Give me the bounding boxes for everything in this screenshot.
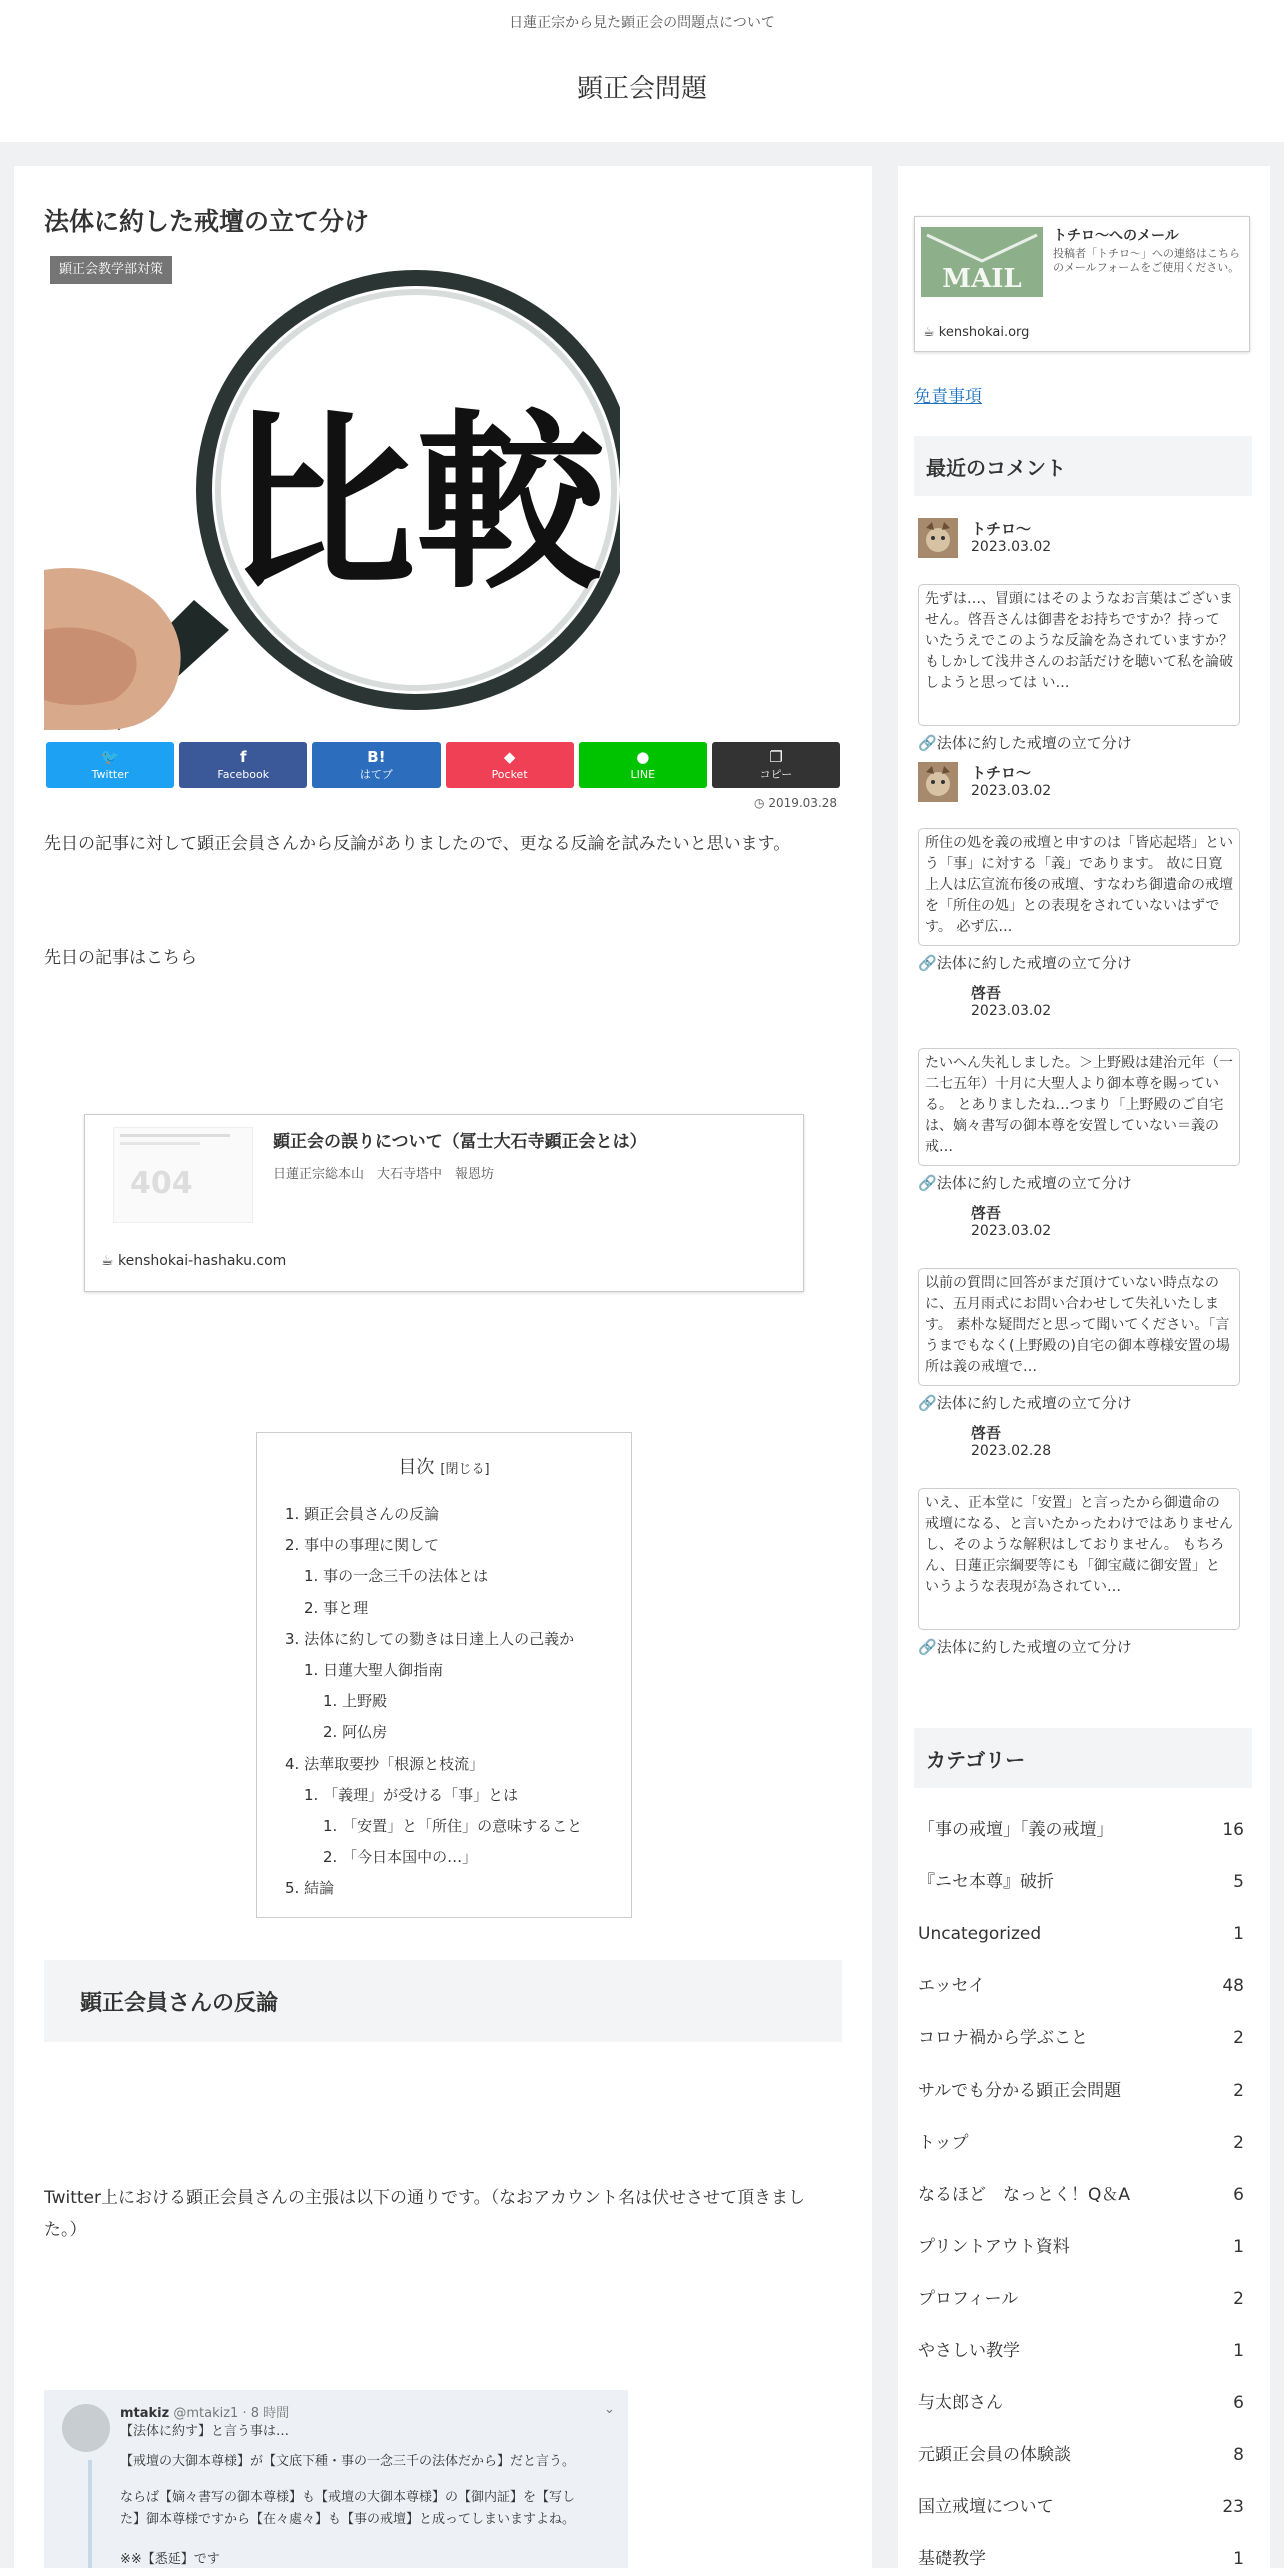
- favicon-icon: ☕: [923, 325, 935, 340]
- category-item[interactable]: [918, 2273, 1244, 2325]
- category-item[interactable]: [918, 1856, 1244, 1908]
- comment-excerpt: 所住の処を義の戒壇と申すのは「皆応起塔」という「事」に対する「義」であります。 故に日寛上人は広宣流布後の戒壇、すなわち御遺命の戒壇を「所住の処」との表現をされていないはずです。 必ず広…: [918, 828, 1240, 946]
- tweet-username: mtakiz: [120, 2406, 170, 2421]
- category-count: 2: [1233, 2132, 1244, 2153]
- tweet-text-line: 【法体に約す】と言う事は…: [120, 2424, 290, 2439]
- comment-date: 2023.03.02: [971, 783, 1052, 799]
- avatar[interactable]: [62, 2404, 110, 2452]
- comment-date: 2023.03.02: [971, 1003, 1052, 1019]
- comment-author[interactable]: 啓吾: [971, 984, 1002, 1002]
- share-button-5[interactable]: [712, 742, 840, 788]
- tweet-text-line: ならば【嫡々書写の御本尊様】も【戒壇の大御本尊様】の【御内証】を【写し: [120, 2490, 576, 2505]
- site-title[interactable]: 顕正会問題: [576, 74, 707, 104]
- blogcard-description: 日蓮正宗総本山 大石寺塔中 報恩坊: [273, 1167, 495, 1182]
- toc-toggle[interactable]: [閉じる]: [440, 1462, 490, 1477]
- eyecatch-text: 比較: [225, 392, 607, 615]
- category-name: 与太郎さん: [918, 2393, 1003, 2414]
- comment-date: 2023.03.02: [971, 1223, 1052, 1239]
- blogcard-thumbnail: [113, 1127, 253, 1223]
- comment-date: 2023.03.02: [971, 539, 1052, 555]
- category-name: 『ニセ本尊』破折: [918, 1872, 1054, 1893]
- category-count: 6: [1233, 2393, 1244, 2414]
- favicon-icon: ☕: [101, 1253, 114, 1269]
- comment-excerpt: 以前の質問に回答がまだ頂けていない時点なのに、五月雨式にお問い合わせして失礼いたします。 素朴な疑問だと思って聞いてください。「言うまでもなく(上野殿の)自宅の御本尊様安置の場所は義の戒壇で…: [918, 1268, 1240, 1386]
- comment-post-link[interactable]: 🔗法体に約した戒壇の立て分け: [918, 1174, 1132, 1192]
- embedded-tweet[interactable]: [44, 2390, 628, 2568]
- category-count: 1: [1233, 2236, 1244, 2257]
- share-button-1[interactable]: [179, 742, 307, 788]
- mail-envelope-icon: [921, 227, 1043, 297]
- category-name: コロナ禍から学ぶこと: [918, 2028, 1088, 2049]
- category-item[interactable]: [918, 2429, 1244, 2481]
- comment-author[interactable]: 啓吾: [971, 1204, 1002, 1222]
- share-icon: ❐: [769, 748, 783, 766]
- category-item[interactable]: [918, 1804, 1244, 1856]
- recent-comments-title: 最近のコメント: [926, 456, 1066, 480]
- link-icon: 🔗: [918, 734, 937, 752]
- tweet-handle: @mtakiz1 · 8 時間: [173, 2406, 290, 2421]
- intro-paragraph: 先日の記事に対して顕正会員さんから反論がありましたので、更なる反論を試みたいと思います。: [44, 834, 791, 854]
- tweet-text-line: た】御本尊様ですから【在々處々】も【事の戒壇】と成ってしまいますよね。: [120, 2512, 576, 2527]
- toc-item[interactable]: 1. 顕正会員さんの反論: [285, 1505, 440, 1523]
- share-label: Pocket: [491, 768, 528, 781]
- category-name: エッセイ: [918, 1976, 986, 1997]
- category-name: 国立戒壇について: [918, 2497, 1054, 2518]
- share-icon: ●: [636, 748, 650, 766]
- mail-card-description: 投稿者「トチロ～」への連絡はこちらのメールフォームをご使用ください。: [1053, 247, 1240, 274]
- category-count: 2: [1233, 2288, 1244, 2309]
- toc-title: 目次: [398, 1457, 435, 1478]
- link-icon: 🔗: [918, 1174, 937, 1192]
- post-date: ◷ 2019.03.28: [754, 796, 838, 810]
- category-count: 6: [1233, 2184, 1244, 2205]
- tweet-user[interactable]: [120, 2402, 289, 2421]
- previous-article-text: 先日の記事はこちら: [44, 948, 197, 968]
- share-label: Facebook: [217, 768, 270, 781]
- toc-item[interactable]: 2. 「今日本国中の…」: [323, 1848, 478, 1867]
- category-item[interactable]: [918, 2481, 1244, 2533]
- site-tagline: 日蓮正宗から見た顕正会の問題点について: [509, 15, 775, 31]
- category-name: なるほど なっとく！Q＆A: [918, 2184, 1131, 2205]
- share-icon: 🐦: [100, 748, 120, 766]
- blogcard-link[interactable]: [84, 1114, 804, 1292]
- link-icon: 🔗: [918, 1394, 937, 1412]
- category-name: サルでも分かる顕正会問題: [918, 2080, 1122, 2101]
- svg-text:MAIL: MAIL: [942, 264, 1022, 294]
- category-count: 1: [1233, 1924, 1244, 1945]
- comment-author[interactable]: トチロ～: [971, 764, 1032, 782]
- toc-header: [257, 1453, 631, 1479]
- share-icon: f: [239, 748, 247, 766]
- category-count: 16: [1222, 1820, 1244, 1840]
- category-item[interactable]: [918, 2012, 1244, 2064]
- category-item[interactable]: [918, 2117, 1244, 2169]
- comment-author[interactable]: 啓吾: [971, 1424, 1002, 1442]
- category-count: 1: [1233, 2549, 1244, 2568]
- tweet-text-line: ※※【悉延】です: [120, 2552, 220, 2567]
- mail-card-domain: ☕ kenshokai.org: [923, 325, 1030, 340]
- table-of-contents: [256, 1432, 632, 1918]
- blogcard-404: 404: [130, 1166, 193, 1201]
- category-count: 2: [1233, 2028, 1244, 2049]
- clock-icon: ◷: [754, 796, 765, 810]
- share-buttons: [46, 742, 840, 788]
- blogcard-title[interactable]: 顕正会の誤りについて（冨士大石寺顕正会とは）: [273, 1132, 647, 1152]
- categories-title: カテゴリー: [926, 1748, 1026, 1772]
- chevron-down-icon[interactable]: ⌄: [604, 2402, 615, 2417]
- comment-author[interactable]: トチロ～: [971, 520, 1032, 538]
- site-header: [0, 0, 1284, 142]
- toc-item[interactable]: 1. 事の一念三千の法体とは: [304, 1567, 489, 1586]
- share-button-0[interactable]: [46, 742, 174, 788]
- toc-item[interactable]: 1. 「義理」が受ける「事」とは: [304, 1785, 519, 1804]
- category-item[interactable]: [918, 2169, 1244, 2221]
- category-name: 「事の戒壇」「義の戒壇」: [918, 1820, 1114, 1840]
- share-label: LINE: [630, 768, 656, 781]
- toc-list: [285, 1499, 625, 1904]
- toc-item[interactable]: 1. 日蓮大聖人御指南: [304, 1660, 444, 1679]
- sidebar: [898, 166, 1270, 2568]
- toc-item[interactable]: 2. 事と理: [304, 1598, 369, 1617]
- category-item[interactable]: [918, 2221, 1244, 2273]
- category-item[interactable]: [918, 2377, 1244, 2429]
- disclaimer-link[interactable]: 免責事項: [914, 387, 982, 407]
- mail-blogcard[interactable]: [914, 216, 1250, 352]
- category-name: Uncategorized: [918, 1924, 1042, 1945]
- mail-thumbnail: [921, 227, 1043, 297]
- avatar[interactable]: [918, 518, 958, 558]
- category-count: 8: [1233, 2445, 1244, 2466]
- main-content: [14, 166, 872, 2568]
- share-button-2[interactable]: [312, 742, 440, 788]
- toc-item[interactable]: 2. 事中の事理に関して: [285, 1536, 440, 1555]
- category-count: 2: [1233, 2080, 1244, 2101]
- category-name: トップ: [918, 2132, 969, 2153]
- link-icon: 🔗: [918, 954, 937, 972]
- avatar[interactable]: [918, 762, 958, 802]
- eyecatch-image: [44, 270, 620, 730]
- category-name: 元顕正会員の体験談: [918, 2445, 1071, 2466]
- toc-item[interactable]: 1. 上野殿: [323, 1692, 388, 1711]
- category-item[interactable]: [918, 2533, 1244, 2568]
- article-title: 法体に約した戒壇の立て分け: [44, 207, 370, 236]
- category-name: プロフィール: [918, 2288, 1019, 2309]
- category-name: 基礎教学: [918, 2549, 986, 2568]
- tweet-text-line: 【戒壇の大御本尊様】が【文底下種・事の一念三千の法体だから】だと言う。: [120, 2454, 576, 2469]
- comment-post-link[interactable]: 🔗法体に約した戒壇の立て分け: [918, 954, 1132, 972]
- comment-post-link[interactable]: 🔗法体に約した戒壇の立て分け: [918, 1394, 1132, 1412]
- category-count: 5: [1233, 1872, 1244, 1893]
- categories-header: [914, 1728, 1252, 1788]
- share-label: はてブ: [359, 768, 393, 781]
- comment-post-link[interactable]: 🔗法体に約した戒壇の立て分け: [918, 1638, 1132, 1656]
- comment-excerpt: 先ずは…、冒頭にはそのようなお言葉はございません。啓吾さんは御書をお持ちですか？持っていたうえでこのような反論を為されていますか？ もしかして浅井さんのお話だけを聴いて私を論破しようと思っては い…: [918, 584, 1240, 726]
- comment-excerpt: いえ、正本堂に「安置」と言ったから御遺命の戒壇になる、と言いたかったわけではありませんし、そのような解釈はしておりません。 もちろん、日蓮正宗綱要等にも「御宝蔵に御安置」というような表現が為されてい…: [918, 1488, 1240, 1630]
- toc-item[interactable]: 2. 阿仏房: [323, 1723, 388, 1742]
- share-button-3[interactable]: [446, 742, 574, 788]
- magnifier-illustration: [44, 270, 620, 730]
- toc-item[interactable]: 1. 「安置」と「所住」の意味すること: [323, 1816, 583, 1835]
- category-item[interactable]: [918, 1960, 1244, 2012]
- category-count: 1: [1233, 2341, 1244, 2361]
- share-icon: B!: [367, 748, 386, 766]
- thread-line: [88, 2460, 92, 2568]
- share-icon: ◆: [503, 748, 516, 766]
- category-name: やさしい教学: [918, 2341, 1020, 2361]
- category-count: 48: [1222, 1976, 1244, 1997]
- comment-post-link[interactable]: 🔗法体に約した戒壇の立て分け: [918, 734, 1132, 752]
- section-heading: [44, 1960, 842, 2042]
- recent-comments-header: [914, 436, 1252, 496]
- share-button-4[interactable]: [579, 742, 707, 788]
- twitter-paragraph: Twitter上における顕正会員さんの主張は以下の通りです。（なおアカウント名は伏せさせて頂きました。）: [44, 2188, 805, 2240]
- share-label: Twitter: [91, 768, 129, 781]
- blogcard-domain: ☕ kenshokai-hashaku.com: [101, 1253, 287, 1269]
- section-heading-text: 顕正会員さんの反論: [80, 1991, 279, 2016]
- toc-item[interactable]: 3. 法体に約しての勠きは日達上人の己義か: [285, 1629, 575, 1648]
- mail-card-title[interactable]: トチロ～へのメール: [1053, 228, 1179, 244]
- category-label[interactable]: 顕正会教学部対策: [50, 256, 172, 284]
- comment-excerpt: たいへん失礼しました。＞上野殿は建治元年（一二七五年）十月に大聖人より御本尊を賜っている。 とありましたね…つまり「上野殿のご自宅は、嫡々書写の御本尊を安置していない＝義の戒…: [918, 1048, 1240, 1166]
- link-icon: 🔗: [918, 1638, 937, 1656]
- category-item[interactable]: [918, 2325, 1244, 2377]
- category-item[interactable]: [918, 1908, 1244, 1960]
- share-label: コピー: [759, 768, 793, 781]
- toc-item[interactable]: 4. 法華取要抄「根源と枝流」: [285, 1754, 485, 1773]
- comment-date: 2023.02.28: [971, 1443, 1052, 1459]
- category-item[interactable]: [918, 2065, 1244, 2117]
- category-count: 23: [1222, 2497, 1244, 2518]
- toc-item[interactable]: 5. 結論: [285, 1879, 335, 1898]
- category-name: プリントアウト資料: [918, 2236, 1070, 2257]
